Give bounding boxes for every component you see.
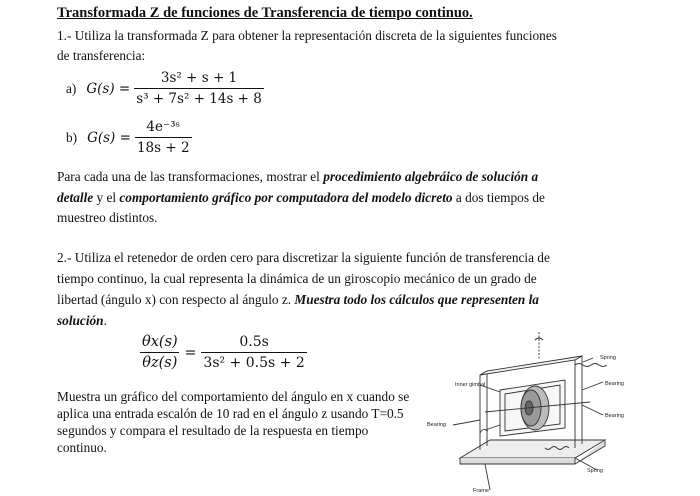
gyroscope-transfer-function <box>140 334 307 371</box>
problem1-line1: 1.- Utiliza la transformada Z para obtener la representación discreta de la siguientes funciones <box>57 28 557 43</box>
label-spring-bottom: Spring <box>587 468 603 474</box>
problem1-para-line1 <box>57 169 538 185</box>
problem2-line4-emphasis: solución <box>57 313 104 328</box>
equation-a-denominator: s³ + 7s² + 14s + 8 <box>134 88 264 107</box>
equation-b-denominator: 18s + 2 <box>135 137 192 156</box>
problem2-line2: tiempo continuo, la cual representa la dinámica de un giroscopio mecánico de un grado de <box>57 271 537 286</box>
label-bearing-right: Bearing <box>605 413 624 419</box>
para1-emphasis: procedimiento algebráico de solución a <box>323 169 539 184</box>
tf-lhs-fraction <box>140 334 180 371</box>
equation-b <box>66 119 192 156</box>
label-bearing-top: Bearing <box>605 381 624 387</box>
para2-text-d: a dos tiempos de <box>452 190 545 205</box>
problem2-text4: continuo. <box>57 440 107 455</box>
equation-a-numerator: 3s² + s + 1 <box>160 70 238 86</box>
label-frame: Frame <box>473 488 489 494</box>
label-spring-top: Spring <box>600 355 616 361</box>
equation-a-label: a) <box>66 80 77 96</box>
problem2-line3-text: libertad (ángulo x) con respecto al ángulo z. <box>57 292 295 307</box>
tf-equals: = <box>184 344 197 361</box>
problem2-text2: aplica una entrada escalón de 10 rad en el ángulo z usando T=0.5 <box>57 406 404 421</box>
tf-rhs-fraction <box>201 334 306 371</box>
equation-a-lhs: G(s) = <box>86 80 131 97</box>
tf-rhs-numerator: 0.5s <box>239 334 269 350</box>
problem1-para-line3: muestreo distintos. <box>57 210 158 225</box>
tf-rhs-denominator: 3s² + 0.5s + 2 <box>201 352 306 371</box>
label-inner-gimbal: Inner gimbal <box>455 382 486 388</box>
para2-text-b: y el <box>93 190 120 205</box>
problem2-line4 <box>57 313 107 329</box>
problem2-line3 <box>57 292 539 308</box>
para2-emphasis-c: comportamiento gráfico por computadora del modelo dicreto <box>119 190 453 205</box>
problem2-text3: segundos y compara el resultado de la respuesta en tiempo <box>57 423 369 438</box>
page-title: Transformada Z de funciones de Transferencia de tiempo continuo. <box>57 5 473 21</box>
problem1-para-line2 <box>57 190 545 206</box>
problem1-line2: de transferencia: <box>57 48 146 63</box>
tf-lhs-denominator: θz(s) <box>140 352 179 371</box>
tf-lhs-numerator: θx(s) <box>142 334 178 350</box>
para1-text: Para cada una de las transformaciones, mostrar el <box>57 169 324 184</box>
equation-a <box>66 70 264 107</box>
equation-b-numerator: 4e⁻³ˢ <box>146 119 181 135</box>
problem2-line3-emphasis: Muestra todo los cálculos que representen la <box>294 292 539 307</box>
problem2-text1: Muestra un gráfico del comportamiento del ángulo en x cuando se <box>57 389 410 404</box>
equation-b-fraction <box>135 119 192 156</box>
label-bearing-left: Bearing <box>427 422 446 428</box>
equation-b-lhs: G(s) = <box>87 129 131 146</box>
gyroscope-diagram <box>425 330 640 494</box>
equation-a-fraction <box>134 70 264 107</box>
problem2-line4-period: . <box>103 313 107 328</box>
problem2-line1: 2.- Utiliza el retenedor de orden cero para discretizar la siguiente función de transferencia de <box>57 250 550 265</box>
para2-emphasis-a: detalle <box>57 190 94 205</box>
equation-b-label: b) <box>66 129 78 145</box>
